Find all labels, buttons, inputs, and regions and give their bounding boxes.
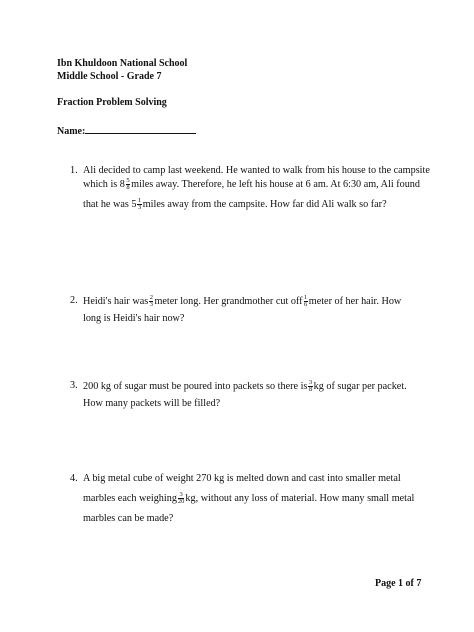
question-text: which is 8 bbox=[83, 178, 125, 190]
question-text: miles away. Therefore, he left his house at 6 am. At 6:30 am, Ali found bbox=[131, 178, 420, 190]
question-number: 2. bbox=[70, 295, 78, 306]
worksheet-title: Fraction Problem Solving bbox=[57, 97, 167, 108]
fraction-numerator: 5 bbox=[126, 177, 130, 184]
fraction-numerator: 3 bbox=[179, 491, 183, 498]
name-row bbox=[57, 123, 196, 138]
page-number: Page 1 of 7 bbox=[375, 578, 422, 589]
fraction-denominator: 6 bbox=[304, 301, 308, 308]
question-text: meter long. Her grandmother cut off bbox=[154, 295, 303, 307]
question-text: marbles each weighing bbox=[83, 492, 177, 504]
fraction bbox=[178, 492, 185, 505]
question-text-line: marbles can be made? bbox=[83, 513, 174, 524]
fraction bbox=[304, 295, 308, 308]
grade-label: Middle School - Grade 7 bbox=[57, 71, 162, 82]
question-text-line bbox=[83, 380, 407, 393]
fraction-numerator: 1 bbox=[304, 294, 308, 301]
question-text: miles away from the campsite. How far did Ali walk so far? bbox=[142, 198, 387, 210]
question-number: 4. bbox=[70, 473, 78, 484]
question-text-line: long is Heidi's hair now? bbox=[83, 313, 185, 324]
fraction bbox=[308, 380, 312, 393]
question-text: Heidi's hair was bbox=[83, 295, 149, 307]
question-text: that he was 5 bbox=[83, 198, 137, 210]
question-text-line bbox=[83, 198, 387, 211]
question-text-line: Ali decided to camp last weekend. He wanted to walk from his house to the campsite bbox=[83, 165, 430, 176]
question-text: meter of her hair. How bbox=[308, 295, 402, 307]
question-text-line bbox=[83, 178, 420, 191]
question-text: kg of sugar per packet. bbox=[313, 380, 407, 392]
school-name: Ibn Khuldoon National School bbox=[57, 58, 188, 69]
fraction-numerator: 3 bbox=[308, 379, 313, 386]
fraction bbox=[137, 198, 141, 211]
fraction-denominator: 3 bbox=[137, 204, 142, 211]
name-field[interactable] bbox=[85, 123, 196, 134]
question-text-line bbox=[83, 492, 414, 505]
question-number: 3. bbox=[70, 380, 78, 391]
fraction-denominator: 8 bbox=[126, 184, 130, 191]
question-number: 1. bbox=[70, 165, 78, 176]
name-label: Name: bbox=[57, 126, 86, 137]
fraction bbox=[126, 178, 130, 191]
fraction-denominator: 8 bbox=[308, 386, 313, 393]
question-text: 200 kg of sugar must be poured into packets so there is bbox=[83, 380, 308, 392]
question-text: kg, without any loss of material. How many small metal bbox=[185, 492, 415, 504]
question-text-line bbox=[83, 295, 401, 308]
fraction-denominator: 3 bbox=[149, 301, 153, 308]
fraction-numerator: 1 bbox=[137, 197, 142, 204]
fraction-denominator: 20 bbox=[177, 498, 185, 505]
fraction bbox=[149, 295, 153, 308]
question-text-line: A big metal cube of weight 270 kg is melted down and cast into smaller metal bbox=[83, 473, 401, 484]
question-text-line: How many packets will be filled? bbox=[83, 398, 221, 409]
fraction-numerator: 2 bbox=[149, 294, 153, 301]
